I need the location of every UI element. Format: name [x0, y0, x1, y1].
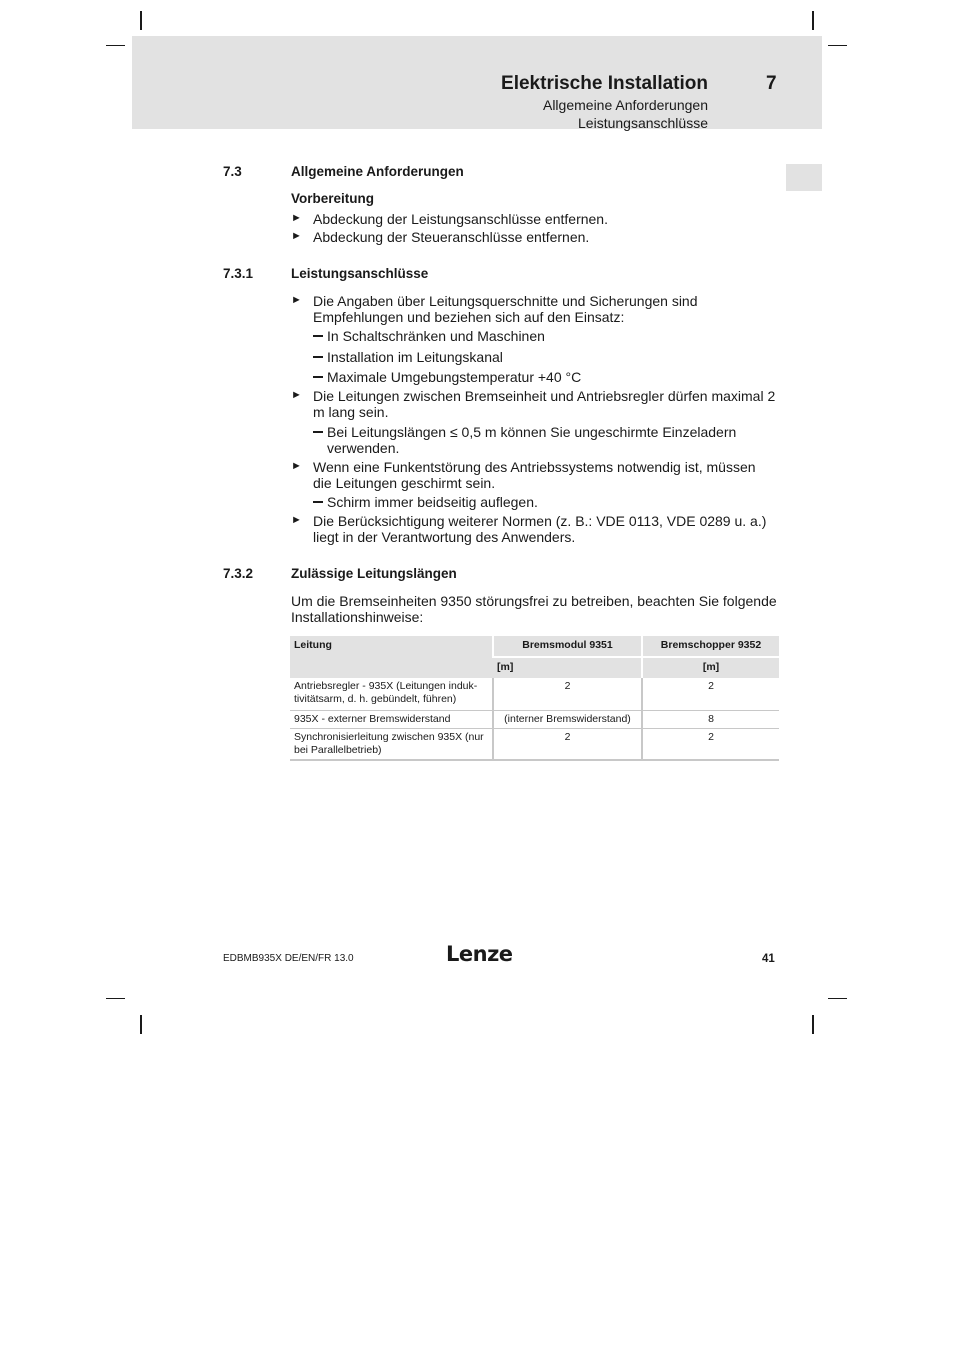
- document-id: EDBMB935X DE/EN/FR 13.0: [223, 953, 354, 964]
- dash-icon: [313, 501, 323, 503]
- chapter-tab-marker: [786, 164, 822, 191]
- crop-mark: [812, 11, 814, 30]
- page-number: 41: [762, 953, 775, 965]
- unit-header: [m]: [493, 657, 642, 678]
- table-cell: 2: [493, 729, 642, 761]
- chapter-title: Elektrische Installation: [501, 73, 708, 94]
- list-item: Die Berücksichtigung weiterer Normen (z. B.: VDE 0113, VDE 0289 u. a.) liegt in der Verantwortung des Anwenders.: [313, 513, 767, 545]
- chapter-number: 7: [766, 73, 777, 94]
- column-header-leitung: Leitung: [290, 636, 493, 678]
- table-cell: 2: [642, 678, 779, 711]
- bullet-icon: ►: [291, 514, 302, 526]
- dash-icon: [313, 335, 323, 337]
- table-cell: 2: [493, 678, 642, 711]
- sub-list-item: Bei Leitungslängen ≤ 0,5 m können Sie ungeschirmte Einzeladern verwenden.: [327, 424, 737, 456]
- subheading-vorbereitung: Vorbereitung: [291, 191, 375, 206]
- dash-icon: [313, 376, 323, 378]
- list-item: Die Leitungen zwischen Bremseinheit und Antriebsregler dürfen maximal 2 m lang sein.: [313, 388, 776, 420]
- list-item: Abdeckung der Steueranschlüsse entfernen.: [313, 229, 590, 245]
- sub-list-item: Installation im Leitungskanal: [327, 349, 503, 365]
- table-cell: 8: [642, 711, 779, 729]
- intro-paragraph: Um die Bremseinheiten 9350 störungsfrei zu betreiben, beachten Sie folgende Installationshinweise:: [291, 593, 777, 625]
- column-header-bremsmodul: Bremsmodul 9351: [493, 636, 642, 657]
- column-header-bremschopper: Bremschopper 9352: [642, 636, 779, 657]
- cable-length-table: [290, 636, 779, 761]
- section-number: 7.3.1: [223, 266, 254, 281]
- list-item: Die Angaben über Leitungsquerschnitte und Sicherungen sind Empfehlungen und beziehen sich auf den Einsatz:: [313, 293, 698, 325]
- crop-mark: [140, 11, 142, 30]
- crop-mark: [140, 1015, 142, 1034]
- table-row: [290, 711, 779, 729]
- bullet-icon: ►: [291, 389, 302, 401]
- crop-mark: [106, 45, 125, 46]
- section-title: Zulässige Leitungslängen: [291, 566, 457, 581]
- crop-mark: [812, 1015, 814, 1034]
- sub-list-item: In Schaltschränken und Maschinen: [327, 328, 545, 344]
- dash-icon: [313, 356, 323, 358]
- table-header-row: [290, 636, 779, 657]
- list-item: Abdeckung der Leistungsanschlüsse entfernen.: [313, 211, 608, 227]
- table-cell: Synchronisierleitung zwischen 935X (nur bei Parallelbetrieb): [290, 729, 493, 761]
- table-row: [290, 729, 779, 761]
- crop-mark: [828, 45, 847, 46]
- dash-icon: [313, 431, 323, 433]
- unit-header: [m]: [642, 657, 779, 678]
- list-item: Wenn eine Funkentstörung des Antriebssystems notwendig ist, müssen die Leitungen geschirmt sein.: [313, 459, 756, 491]
- table-cell: Antriebsregler - 935X (Leitungen induk-tivitätsarm, d. h. gebündelt, führen): [290, 678, 493, 711]
- sub-list-item: Schirm immer beidseitig auflegen.: [327, 494, 538, 510]
- section-title: Leistungsanschlüsse: [291, 266, 429, 281]
- bullet-icon: ►: [291, 460, 302, 472]
- table-cell: 935X - externer Bremswiderstand: [290, 711, 493, 729]
- header-subtitle-2: Leistungsanschlüsse: [578, 115, 708, 131]
- table-cell: (interner Bremswiderstand): [493, 711, 642, 729]
- sub-list-item: Maximale Umgebungstemperatur +40 °C: [327, 369, 582, 385]
- lenze-logo: Lenze: [446, 942, 513, 966]
- bullet-icon: ►: [291, 230, 302, 242]
- section-number: 7.3: [223, 164, 242, 179]
- header-subtitle-1: Allgemeine Anforderungen: [542, 97, 708, 113]
- header-band: [132, 36, 822, 129]
- section-title: Allgemeine Anforderungen: [291, 164, 464, 179]
- section-number: 7.3.2: [223, 566, 254, 581]
- bullet-icon: ►: [291, 212, 302, 224]
- table-row: [290, 678, 779, 711]
- bullet-icon: ►: [291, 294, 302, 306]
- table-cell: 2: [642, 729, 779, 761]
- crop-mark: [828, 998, 847, 999]
- crop-mark: [106, 998, 125, 999]
